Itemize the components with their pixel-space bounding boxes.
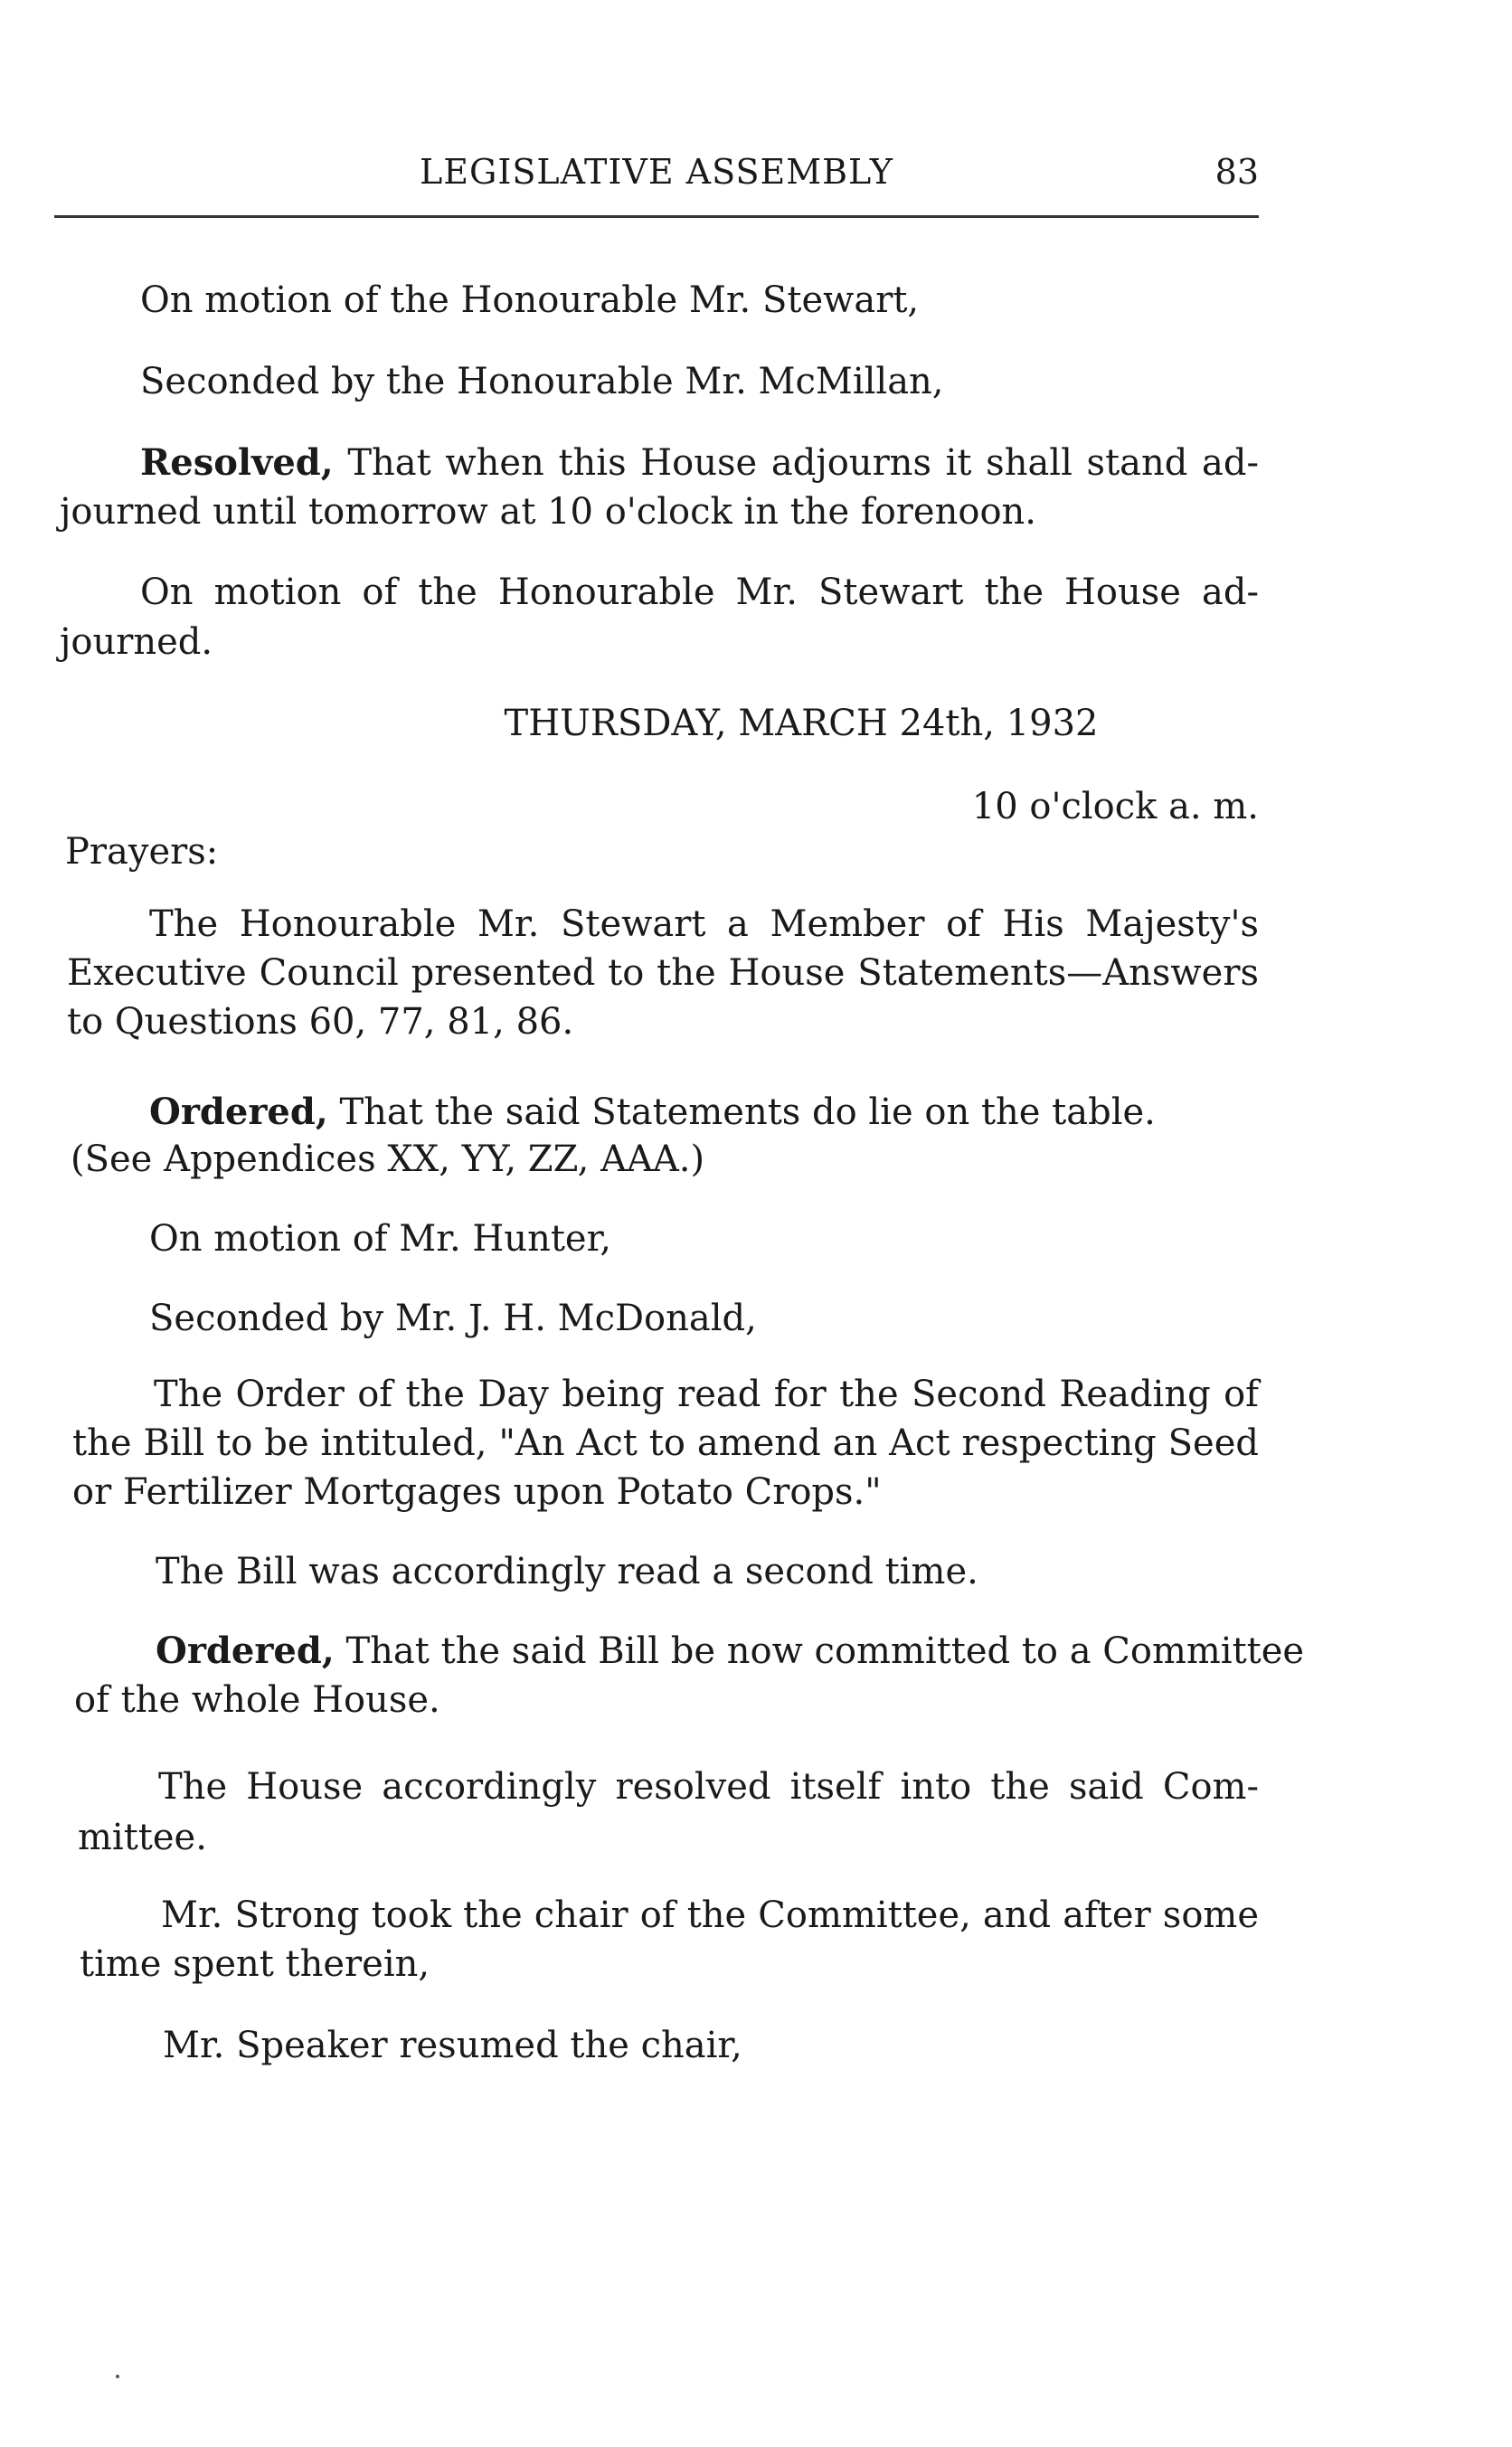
resolved-text: That when this House adjourns it shall stand ad- [347, 442, 1259, 484]
second-reading-line: The Bill was accordingly read a second time. [156, 1551, 978, 1592]
header-rule [54, 215, 1259, 218]
time-line: 10 o'clock a. m. [971, 786, 1259, 827]
page-number: 83 [1214, 152, 1259, 192]
motion-line: On motion of Mr. Hunter, [149, 1218, 612, 1260]
statements-paragraph-line: to Questions 60, 77, 81, 86. [67, 1001, 574, 1043]
motion-line: On motion of the Honourable Mr. Stewart, [140, 279, 920, 321]
committed-text: That the said Bill be now committed to a Committee [345, 1630, 1305, 1672]
order-of-day-line: The Order of the Day being read for the Second Reading of [154, 1374, 1259, 1415]
adjourn-paragraph-line: journed. [60, 621, 213, 663]
order-of-day-line: the Bill to be intituled, "An Act to amend an Act respecting Seed [72, 1422, 1259, 1464]
chair-paragraph-line: time spent therein, [80, 1943, 430, 1985]
committed-paragraph-line: of the whole House. [74, 1679, 440, 1721]
adjourn-paragraph-line: On motion of the Honourable Mr. Stewart the House ad- [140, 572, 1259, 613]
ordered-text: That the said Statements do lie on the table. [339, 1091, 1156, 1133]
resolved-paragraph-line [140, 441, 1259, 484]
seconded-line: Seconded by Mr. J. H. McDonald, [149, 1298, 757, 1339]
ordered-paragraph-line [149, 1091, 1156, 1133]
committed-paragraph-line [156, 1630, 1305, 1672]
chair-paragraph-line: Mr. Strong took the chair of the Committee, and after some [161, 1894, 1259, 1936]
ordered-label: Ordered, [156, 1630, 335, 1672]
seconded-line: Seconded by the Honourable Mr. McMillan, [140, 361, 944, 402]
resolved-paragraph-line: journed until tomorrow at 10 o'clock in the forenoon. [60, 491, 1036, 533]
print-speck [116, 2375, 119, 2378]
ordered-label: Ordered, [149, 1091, 328, 1133]
running-head-title: LEGISLATIVE ASSEMBLY [420, 152, 893, 192]
ordered-paragraph-line: (See Appendices XX, YY, ZZ, AAA.) [71, 1138, 705, 1180]
page-header [54, 152, 1259, 206]
order-of-day-line: or Fertilizer Mortgages upon Potato Crops." [72, 1471, 882, 1513]
resolved-label: Resolved, [140, 441, 334, 484]
statements-paragraph-line: The Honourable Mr. Stewart a Member of His Majesty's [149, 903, 1259, 945]
speaker-line: Mr. Speaker resumed the chair, [163, 2025, 742, 2066]
committee-paragraph-line: The House accordingly resolved itself into the said Com- [158, 1766, 1259, 1808]
date-heading: THURSDAY, MARCH 24th, 1932 [504, 703, 1099, 744]
prayers-line: Prayers: [65, 831, 219, 873]
statements-paragraph-line: Executive Council presented to the House Statements—Answers [67, 952, 1259, 994]
committee-paragraph-line: mittee. [78, 1817, 207, 1858]
